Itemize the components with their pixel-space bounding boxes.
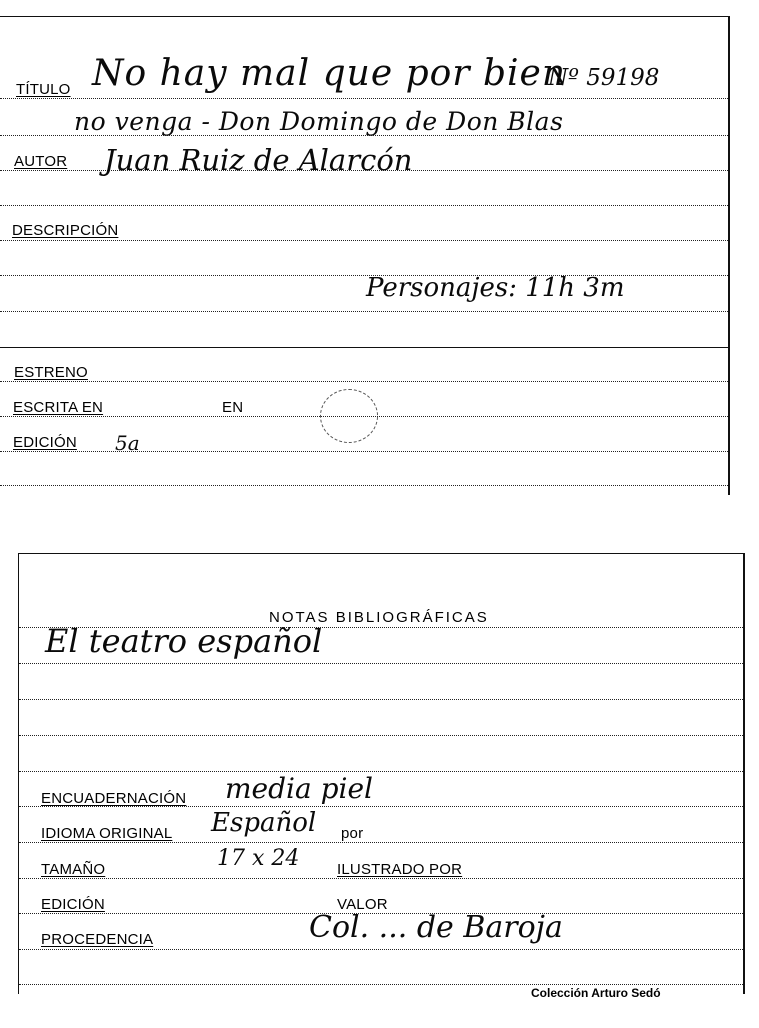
escrita-en-label: ESCRITA EN — [13, 399, 104, 416]
titulo-label: TÍTULO — [16, 81, 71, 98]
rule-line — [0, 205, 728, 206]
rule-line — [19, 771, 743, 772]
rule-line — [19, 735, 743, 736]
titulo-value-line2: no venga - Don Domingo de Don Blas — [74, 107, 564, 136]
stamp-mark — [320, 389, 378, 443]
tamano-value: 17 x 24 — [217, 846, 300, 871]
autor-label: AUTOR — [14, 153, 68, 170]
procedencia-label: PROCEDENCIA — [41, 931, 154, 948]
rule-line — [0, 485, 728, 486]
rule-line — [0, 240, 728, 241]
section-divider — [0, 347, 728, 348]
rule-line — [19, 984, 743, 985]
descripcion-label: DESCRIPCIÓN — [12, 222, 119, 239]
encuadernacion-value: media piel — [225, 772, 373, 805]
por-label: por — [341, 825, 364, 842]
edicion-value: 5a — [115, 431, 140, 455]
edicion-label: EDICIÓN — [13, 434, 77, 451]
notas-heading: NOTAS BIBLIOGRÁFICAS — [269, 609, 489, 626]
titulo-value: No hay mal que por bien — [92, 53, 567, 94]
rule-line — [19, 949, 743, 950]
rule-line — [0, 451, 728, 452]
rule-line — [19, 878, 743, 879]
encuadernacion-label: ENCUADERNACIÓN — [41, 790, 187, 807]
valor-label: VALOR — [337, 896, 388, 913]
rule-line — [0, 98, 728, 99]
rule-line — [19, 699, 743, 700]
rule-line — [0, 381, 728, 382]
nota-value: El teatro español — [45, 622, 323, 660]
numero-value: Nº 59198 — [548, 65, 660, 91]
rule-line — [19, 663, 743, 664]
collection-footer: Colección Arturo Sedó — [531, 986, 661, 1000]
rule-line — [0, 311, 728, 312]
catalog-card-top — [0, 16, 730, 495]
personajes-note: Personajes: 11h 3m — [366, 273, 625, 303]
ilustrado-por-label: ILUSTRADO POR — [337, 861, 463, 878]
tamano-label: TAMAÑO — [41, 861, 106, 878]
idioma-original-label: IDIOMA ORIGINAL — [41, 825, 173, 842]
autor-value: Juan Ruiz de Alarcón — [104, 143, 413, 177]
estreno-label: ESTRENO — [14, 364, 88, 381]
edicion-label-bottom: EDICIÓN — [41, 896, 105, 913]
procedencia-value: Col. ... de Baroja — [309, 910, 563, 945]
rule-line — [19, 842, 743, 843]
catalog-card-bottom — [18, 553, 745, 1000]
en-label: EN — [222, 399, 244, 416]
idioma-original-value: Español — [211, 808, 317, 838]
